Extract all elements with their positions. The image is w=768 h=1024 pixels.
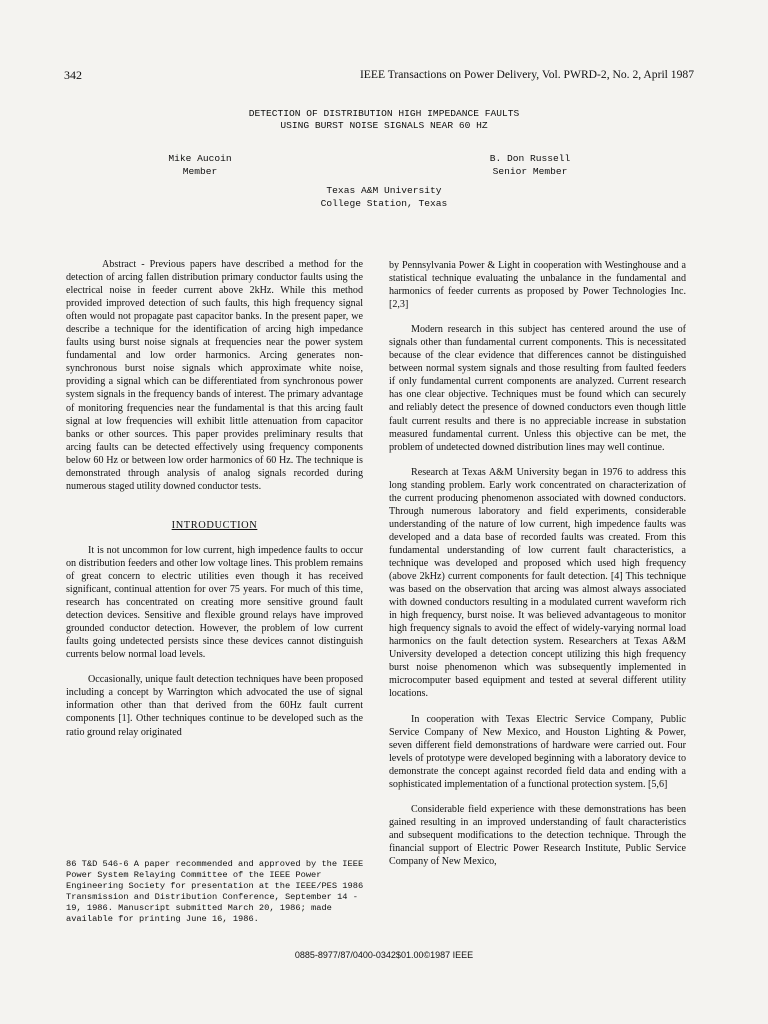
body-paragraph-1: by Pennsylvania Power & Light in cooperation with Westinghouse and a statistical technique evaluating the unbalance in the fundamental and harmonics of feeder currents as proposed by Power Technologies Inc. [2,3]: [389, 260, 686, 311]
author-right: [470, 152, 590, 178]
journal-header: IEEE Transactions on Power Delivery, Vol. PWRD-2, No. 2, April 1987: [359, 68, 694, 81]
introduction-heading: INTRODUCTION: [171, 519, 258, 531]
author-right-role: Senior Member: [492, 166, 568, 177]
author-left: [150, 152, 250, 178]
affiliation-line-2: College Station, Texas: [320, 198, 448, 209]
page-number: 342: [64, 68, 82, 82]
author-left-role: Member: [182, 166, 218, 177]
body-paragraph-5: Considerable field experience with these demonstrations has been gained resulting in an improved understanding of fault characteristics and subsequent modifications to the detection technique. Through the financial support of Electric Power Research Institute, Public Service Company of New Mexico,: [389, 803, 686, 867]
right-column: [389, 259, 686, 868]
author-right-name: B. Don Russell: [489, 153, 571, 164]
affiliation-line-1: Texas A&M University: [326, 185, 442, 196]
paper-title: [0, 108, 768, 132]
author-left-name: Mike Aucoin: [168, 153, 232, 164]
copyright-line: 0885-8977/87/0400-0342$01.00©1987 IEEE: [294, 950, 474, 960]
title-line-2: USING BURST NOISE SIGNALS NEAR 60 HZ: [280, 120, 488, 131]
left-column: [66, 258, 363, 739]
title-line-1: DETECTION OF DISTRIBUTION HIGH IMPEDANCE FAULTS: [248, 108, 520, 119]
abstract-paragraph: Abstract - Previous papers have described a method for the detection of arcing fallen distribution primary conductor faults using the electrical noise in feeder current above 2kHz. While this method provided improved detection of such faults, this high frequency signal often would not propagate past capacitor banks. In the present paper, we describe a technique for the identification of arcing high impedance faults using burst noise signals at frequencies near the power system fundamental and low order harmonics. Arcing generates non-synchronous burst noise signals which approximate white noise, providing a signal which can be differentiated from synchronous power system signals in the frequency bands of interest. The primary advantage of monitoring frequencies near the fundamental is that this arcing fault signal at low frequencies will exhibit little attenuation from capacitor banks or other sources. This paper provides preliminary results that arcing faults can be detected effectively using frequency components below 60 Hz or between low order harmonics of 60 Hz. The technique is demonstrated through analysis of analog signals recorded during numerous staged utility downed conductor tests.: [66, 259, 363, 492]
affiliation: [0, 184, 768, 210]
body-paragraph-3: Research at Texas A&M University began in 1976 to address this long standing problem. Early work concentrated on characterization of the current producing phenomenon associated with downed conductors. Through numerous laboratory and field experiments, considerable understanding of the nature of low current, high impedence faults was developed and a data base of recorded faults was created. From this fundamental understanding of low current fault characteristics, a technique was developed and proposed which used high frequency (above 2kHz) current components for fault detection. [4] This technique was based on the observation that arcing was almost always associated with downed conductors resulting in a modulated current waveform rich in high frequency, burst noise. It was believed advantageous to monitor high frequency signals to avoid the effect of widely-varying normal load harmonics on the fault detection system. Researchers at Texas A&M University developed a detection concept utilizing this high frequency burst noise phenomenon which was subsequently implemented in microcomputer based equipment and tested at several different utility locations.: [389, 466, 686, 700]
intro-paragraph-1: It is not uncommon for low current, high impedence faults to occur on distribution feeders and other low voltage lines. This problem remains of great concern to electric utilities even though it has received significant, continual attention for over 75 years. For much of this time, research has concentrated on creating more sensitive ground fault detection devices. Sensitive and flexible ground relays have improved grounded conductor detection. However, the problem of low current faults going undetected persists since these devices cannot distinguish currents below normal load levels.: [66, 544, 363, 661]
intro-paragraph-2: Occasionally, unique fault detection techniques have been proposed including a concept by Warrington which advocated the use of signal information other than that derived from the 60Hz fault current components [1]. Other techniques continue to be developed such as the ratio ground relay originated: [66, 674, 363, 738]
footnote: 86 T&D 546-6 A paper recommended and approved by the IEEE Power System Relaying Committee of the IEEE Power Engineering Society for presentation at the IEEE/PES 1986 Transmission and Distribution Conference, September 14 - 19, 1986. Manuscript submitted March 20, 1986; made available for printing June 16, 1986.: [66, 859, 364, 924]
body-paragraph-4: In cooperation with Texas Electric Service Company, Public Service Company of New Mexico, and Houston Lighting & Power, seven different field demonstrations of hardware were carried out. Four levels of prototype were developed beginning with a laboratory device to demonstrate the concept against recorded field data and ending with a sophisticated implementation of a functional protection system. [5,6]: [389, 713, 686, 790]
body-paragraph-2: Modern research in this subject has centered around the use of signals other than fundamental current components. This is necessitated because of the clear evidence that differences cannot be distinguished between normal system signals and those resulting from faulted feeders if only fundamental current components are analyzed. Current research has one clear objective. Techniques must be found which can securely and reliably detect the presence of downed conductors even though little fault current results and there is no appreciable increase in substation measured fundamental current. Unless this objective can be met, the problem of undetected downed distribution lines may well continue.: [389, 324, 686, 453]
